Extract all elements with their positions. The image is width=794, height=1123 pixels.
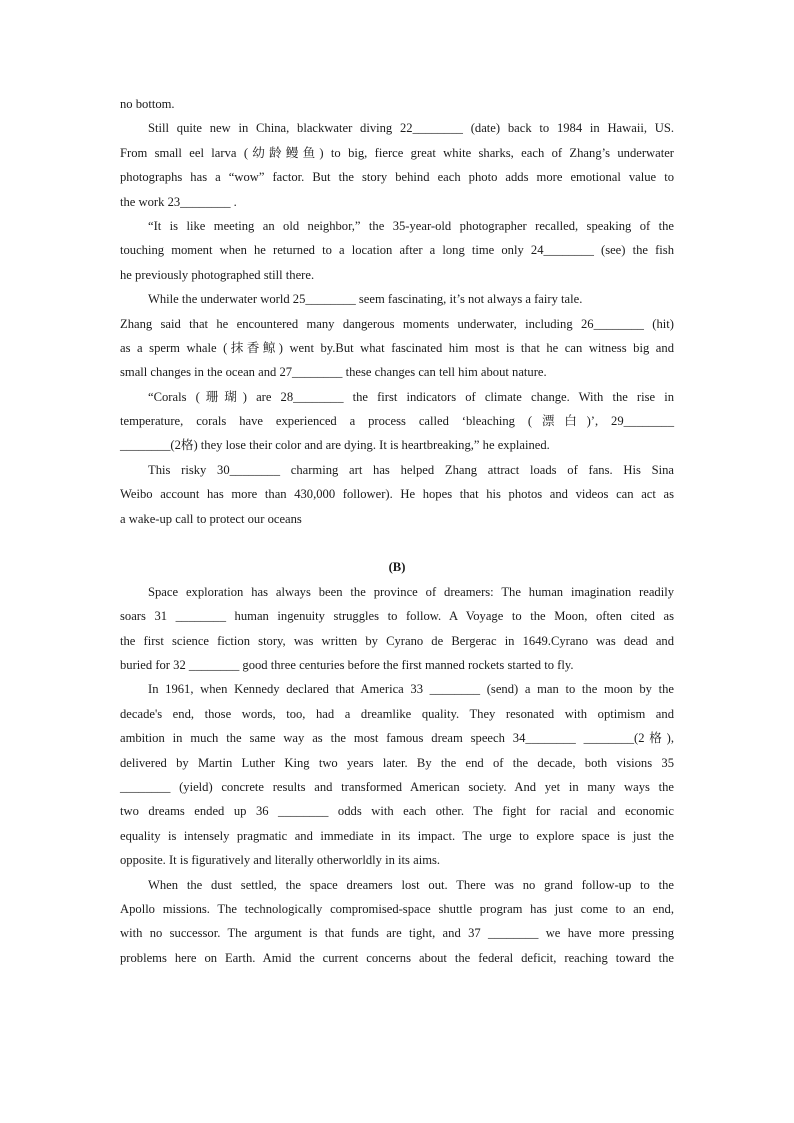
text-line: “It is like meeting an old neighbor,” the 35-year-old photographer recalled, speaking of the — [148, 218, 674, 233]
text-line: ________(2格) they lose their color and are dying. It is heartbreaking,” he explained. — [120, 438, 550, 453]
text-line: equality is intensely pragmatic and immediate in its impact. The urge to explore space is just the — [120, 828, 674, 843]
text-line: Space exploration has always been the province of dreamers: The human imagination readily — [148, 584, 674, 599]
text-line: no bottom. — [120, 97, 175, 111]
text-line: buried for 32 ________ good three centuries before the first manned rockets started to fly. — [120, 657, 574, 672]
text-line: opposite. It is figuratively and literally otherworldly in its aims. — [120, 853, 441, 868]
text-line: decade's end, those words, too, had a dreamlike quality. They resonated with optimism and — [120, 706, 674, 721]
passage-b — [120, 555, 674, 970]
document-page — [120, 92, 674, 970]
text-line: While the underwater world 25________ seem fascinating, it’s not always a fairy tale. — [148, 292, 583, 307]
text-line: In 1961, when Kennedy declared that America 33 ________ (send) a man to the moon by the — [148, 682, 674, 697]
text-line: soars 31 ________ human ingenuity struggles to follow. A Voyage to the Moon, often cited as — [120, 609, 674, 624]
section-heading: (B) — [388, 560, 406, 575]
text-line: a wake-up call to protect our oceans — [120, 511, 302, 526]
text-line: Zhang said that he encountered many dangerous moments underwater, including 26________ (hit) — [120, 316, 674, 331]
passage-a — [120, 92, 674, 531]
text-line: From small eel larva (幼龄鳗鱼) to big, fierce great white sharks, each of Zhang’s underwater — [120, 145, 674, 160]
text-line: Apollo missions. The technologically compromised-space shuttle program has just come to an end, — [120, 901, 674, 916]
text-line: small changes in the ocean and 27________ these changes can tell him about nature. — [120, 365, 547, 380]
text-line: problems here on Earth. Amid the current concerns about the federal deficit, reaching toward the — [120, 950, 674, 965]
section-spacer — [120, 531, 674, 555]
text-line: When the dust settled, the space dreamers lost out. There was no grand follow-up to the — [148, 877, 674, 892]
text-line: delivered by Martin Luther King two years later. By the end of the decade, both visions 35 — [120, 755, 674, 770]
text-line: touching moment when he returned to a location after a long time only 24________ (see) the fish — [120, 243, 674, 258]
text-line: Still quite new in China, blackwater diving 22________ (date) back to 1984 in Hawaii, US. — [148, 121, 674, 136]
text-line: ________ (yield) concrete results and transformed American society. And yet in many ways the — [120, 779, 674, 794]
text-line: two dreams ended up 36 ________ odds with each other. The fight for racial and economic — [120, 804, 674, 819]
text-line: as a sperm whale (抹香鲸) went by.But what fascinated him most is that he can witness big and — [120, 340, 674, 355]
text-line: This risky 30________ charming art has helped Zhang attract loads of fans. His Sina — [148, 462, 674, 477]
text-line: photographs has a “wow” factor. But the story behind each photo adds more emotional value to — [120, 170, 674, 185]
text-line: “Corals (珊瑚) are 28________ the first indicators of climate change. With the rise in — [148, 389, 674, 404]
text-line: Weibo account has more than 430,000 follower). He hopes that his photos and videos can act as — [120, 487, 674, 502]
text-line: the first science fiction story, was written by Cyrano de Bergerac in 1649.Cyrano was dead and — [120, 633, 674, 648]
text-line: ambition in much the same way as the most famous dream speech 34________ ________(2格), — [120, 731, 674, 746]
text-line: with no successor. The argument is that funds are tight, and 37 ________ we have more pressing — [120, 926, 674, 941]
text-line: he previously photographed still there. — [120, 267, 315, 282]
text-line: the work 23________ . — [120, 194, 237, 209]
text-line: temperature, corals have experienced a process called ‘bleaching (漂白)’, 29________ — [120, 414, 674, 429]
